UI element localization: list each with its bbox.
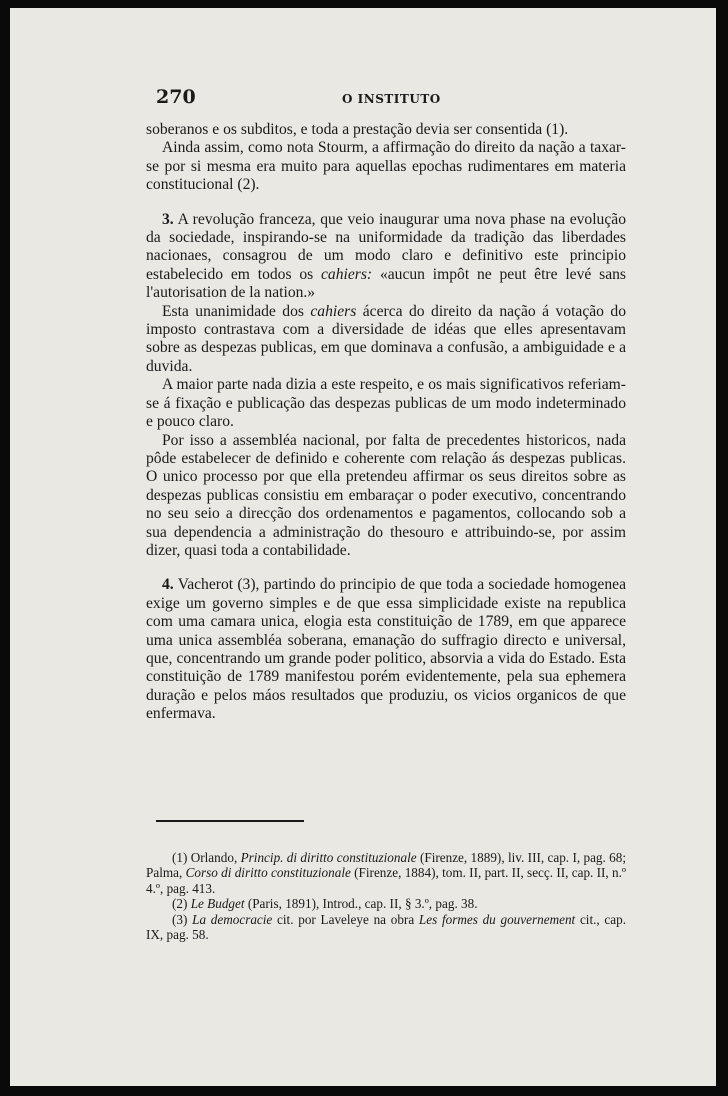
footnote-3 xyxy=(146,912,626,943)
paragraph-stourm: Ainda assim, como nota Stourm, a affirmação do direito da nação a taxar-se por si mesma era muito para aquellas epochas rudimentares em materia constitucional (2). xyxy=(146,139,626,194)
footnote-1-b: (Firenze, 1889), liv. III, cap. I, pag. 68; Palma, xyxy=(146,850,627,881)
paragraph-maior-parte: A maior parte nada dizia a este respeito, e os mais significativos referiam-se á fixação e publicação das despezas publicas de um modo indeterminado e pouco claro. xyxy=(146,376,626,431)
paragraph-unanimidade xyxy=(146,303,626,377)
paragraph-assemblea: Por isso a assembléa nacional, por falta de precedentes historicos, nada pôde estabelecer de definido e coherente com relação ás despezas publicas. O unico processo por que ella pretendeu affirmar os seus direitos sobre as despezas publicas consistiu em embaraçar o poder executivo, concentrando no seu seio a direcção dos ordenamentos e pagamentos, collocando sob a sua dependencia a administração do thesouro e attribuindo-se, por assim dizer, quasi toda a contabilidade. xyxy=(146,431,626,559)
cahiers-italic: cahiers xyxy=(310,302,357,320)
footnote-1-title-2: Corso di diritto constituzionale xyxy=(185,865,351,881)
section-3-text: A revolução franceza, que veio inaugurar uma nova phase na evolução da sociedade, inspirando-se na uniformidade da tradição das liberdades nacionaes, consagrou de um modo claro e definitivo este principio estabelecido em todos os xyxy=(146,210,626,283)
footnote-3-a: (3) xyxy=(172,911,188,927)
footnote-separator xyxy=(156,820,304,822)
running-title: O INSTITUTO xyxy=(342,92,441,106)
footnote-1 xyxy=(146,850,626,896)
page-number: 270 xyxy=(156,86,196,108)
footnote-1-title-1: Princip. di diritto constituzionale xyxy=(240,850,417,865)
footnote-1-c: (Firenze, 1884), tom. II, part. II, secç. II, cap. II, n.º 4.º, pag. 413. xyxy=(146,865,627,896)
section-number-3: 3. xyxy=(162,210,174,228)
footnote-2-b: (Paris, 1891), Introd., cap. II, § 3.º, pag. 38. xyxy=(247,896,478,912)
footnote-2 xyxy=(146,896,626,911)
footnote-3-title-2: Les formes du gouvernement xyxy=(418,911,576,927)
paragraph-continuation: soberanos e os subditos, e toda a prestação devia ser consentida (1). xyxy=(146,121,569,138)
main-text xyxy=(146,121,626,724)
footnote-3-b: cit. por Laveleye na obra xyxy=(277,911,415,927)
section-number-4: 4. xyxy=(162,576,174,594)
paragraph-unanimidade-a: Esta unanimidade dos xyxy=(162,302,304,320)
section-4-paragraph xyxy=(146,576,626,723)
footnotes xyxy=(146,850,626,942)
footnote-1-a: (1) Orlando, xyxy=(172,850,238,865)
page-header xyxy=(156,86,636,112)
section-4-text: Vacherot (3), partindo do principio de que toda a sociedade homogenea exige um governo simples e de que essa simplicidade existe na republica com uma camara unica, elogia esta constituição de 1789, em que apparece uma unica assembléa soberana, emanação do suffragio directo e universal, que, concentrando um grande poder politico, absorvia a vida do Estado. Esta constituição de 1789 manifestou porém evidentemente, pela sua ephemera duração e pelos máos resultados que produziu, os vicios organicos de que enfermava. xyxy=(146,576,626,723)
paragraph-unanimidade-b: ácerca do direito da nação á votação do imposto contrastava com a diversidade de idéas que elles apresentavam sobre as despezas publicas, em que dominava a confusão, a ambiguidade e a duvida. xyxy=(146,302,627,375)
footnote-2-a: (2) xyxy=(172,896,188,912)
footnote-3-c: cit., cap. IX, pag. 58. xyxy=(146,911,627,943)
section-3-quote: «aucun impôt ne peut être levé sans l'autorisation de la nation.» xyxy=(146,265,626,302)
section-3-italic: cahiers: xyxy=(321,265,373,283)
footnote-3-title-1: La democracie xyxy=(192,911,273,927)
footnote-2-title: Le Budget xyxy=(190,896,245,912)
section-3-paragraph xyxy=(146,211,626,303)
